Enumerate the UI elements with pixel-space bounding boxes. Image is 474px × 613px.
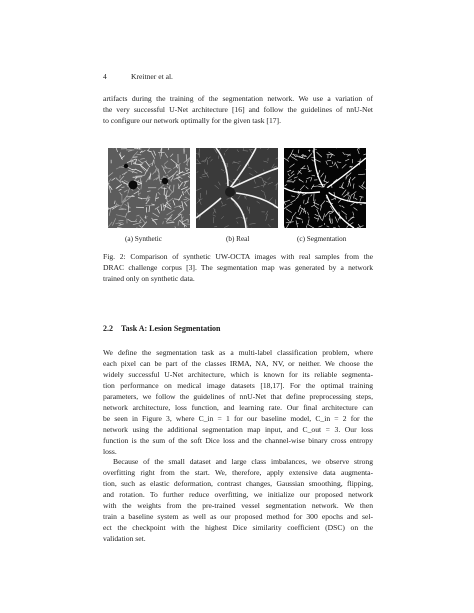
text-line: function is the sum of the soft Dice loss and the channel-wise binary cross entropy: [103, 436, 373, 445]
text-line: overfitting right from the start. We, therefore, apply extensive data augmenta-: [103, 468, 373, 477]
text-line: We define the segmentation task as a multi-label classification problem, where: [103, 348, 373, 357]
intro-paragraph: [103, 93, 373, 126]
text-line: train a baseline system as well as our proposed method for 300 epochs and sel-: [103, 512, 373, 521]
text-line: network architecture, loss function, and learning rate. Our final architecture can: [103, 403, 373, 412]
figure-2: [108, 148, 368, 228]
subcaption-real: (b) Real: [226, 235, 250, 243]
text-line: Because of the small dataset and large class imbalances, we observe strong: [113, 457, 373, 466]
text-line: artifacts during the training of the segmentation network. We use a variation of: [103, 94, 373, 103]
text-line: the very successful U-Net architecture [16] and follow the guidelines of nnU-Net: [103, 105, 373, 114]
text-line: ect the checkpoint with the highest Dice similarity coefficient (DSC) on the: [103, 523, 373, 532]
caption-line: DRAC challenge corpus [3]. The segmentation map was generated by a network: [103, 263, 373, 272]
section-number: 2.2: [103, 324, 113, 333]
text-line: each pixel can be part of the classes IRMA, NA, NV, or neither. We choose the: [103, 359, 373, 368]
text-line: widely successful U-Net architecture, which is known for its reliable segmenta-: [103, 370, 373, 379]
body-paragraph-1: [103, 347, 373, 457]
page-number: 4: [103, 72, 107, 81]
text-line: tion, such as elastic deformation, contrast changes, Gaussian smoothing, flipping,: [103, 479, 373, 488]
text-line: validation set.: [103, 534, 146, 543]
text-line: and rotation. To further reduce overfitting, we initialize our proposed network: [103, 490, 373, 499]
synthetic-image: [108, 148, 190, 228]
segmentation-image: [284, 148, 366, 228]
text-line: parameters, we follow the guidelines of nnU-Net that define preprocessing steps,: [103, 392, 373, 401]
real-image: [196, 148, 278, 228]
caption-line: Fig. 2: Comparison of synthetic UW-OCTA images with real samples from the: [103, 252, 373, 261]
section-title: Task A: Lesion Segmentation: [121, 324, 221, 333]
text-line: to configure our network optimally for the given task [17].: [103, 116, 281, 125]
text-line: be seen in Figure 3, where C_in = 1 for our baseline model, C_in = 2 for the: [103, 414, 373, 423]
body-paragraph-2: [103, 456, 373, 544]
subcaption-segmentation: (c) Segmentation: [297, 235, 347, 243]
text-line: with the weights from the pre-trained vessel segmentation network. We then: [103, 501, 373, 510]
text-line: loss.: [103, 447, 117, 456]
caption-line: trained only on synthetic data.: [103, 274, 195, 283]
text-line: tion performance on medical image datasets [18,17]. For the optimal training: [103, 381, 373, 390]
subcaption-synthetic: (a) Synthetic: [125, 235, 162, 243]
figure-caption: [103, 251, 373, 284]
text-line: network using the additional segmentation map input, and C_out = 3. Our loss: [103, 425, 373, 434]
running-authors: Kreitner et al.: [131, 72, 173, 81]
